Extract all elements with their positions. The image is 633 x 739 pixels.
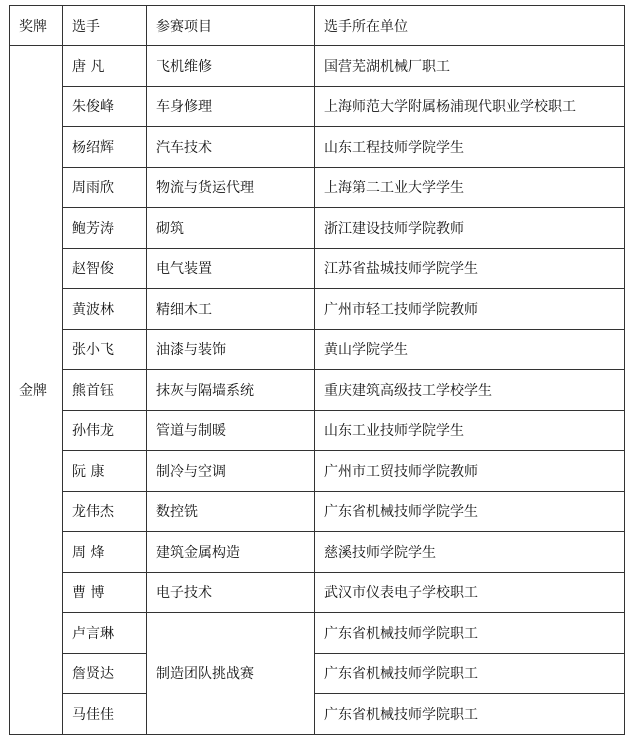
table-body bbox=[10, 46, 625, 735]
unit-cell: 广东省机械技师学院学生 bbox=[315, 491, 625, 532]
table-row bbox=[10, 572, 625, 613]
header-unit: 选手所在单位 bbox=[315, 6, 625, 46]
table-row bbox=[10, 329, 625, 370]
table-row bbox=[10, 46, 625, 87]
team-event-cell: 制造团队挑战赛 bbox=[147, 613, 315, 735]
event-cell: 精细木工 bbox=[147, 289, 315, 330]
header-athlete: 选手 bbox=[63, 6, 147, 46]
athlete-cell: 黄波林 bbox=[63, 289, 147, 330]
table-row bbox=[10, 370, 625, 411]
unit-cell: 江苏省盐城技师学院学生 bbox=[315, 248, 625, 289]
athlete-cell: 杨绍辉 bbox=[63, 127, 147, 168]
unit-cell: 广东省机械技师学院职工 bbox=[315, 653, 625, 694]
event-cell: 抹灰与隔墙系统 bbox=[147, 370, 315, 411]
unit-cell: 山东工业技师学院学生 bbox=[315, 410, 625, 451]
header-medal: 奖牌 bbox=[10, 6, 63, 46]
table-row bbox=[10, 653, 625, 694]
athlete-cell: 阮 康 bbox=[63, 451, 147, 492]
unit-cell: 武汉市仪表电子学校职工 bbox=[315, 572, 625, 613]
unit-cell: 浙江建设技师学院教师 bbox=[315, 208, 625, 249]
athlete-cell: 孙伟龙 bbox=[63, 410, 147, 451]
unit-cell: 广东省机械技师学院职工 bbox=[315, 694, 625, 735]
unit-cell: 黄山学院学生 bbox=[315, 329, 625, 370]
header-row bbox=[10, 6, 625, 46]
event-cell: 砌筑 bbox=[147, 208, 315, 249]
event-cell: 制冷与空调 bbox=[147, 451, 315, 492]
athlete-cell: 周 烽 bbox=[63, 532, 147, 573]
event-cell: 油漆与装饰 bbox=[147, 329, 315, 370]
unit-cell: 重庆建筑高级技工学校学生 bbox=[315, 370, 625, 411]
table-row bbox=[10, 410, 625, 451]
athlete-cell: 鲍芳涛 bbox=[63, 208, 147, 249]
athlete-cell: 马佳佳 bbox=[63, 694, 147, 735]
unit-cell: 上海第二工业大学学生 bbox=[315, 167, 625, 208]
event-cell: 电子技术 bbox=[147, 572, 315, 613]
athlete-cell: 龙伟杰 bbox=[63, 491, 147, 532]
event-cell: 车身修理 bbox=[147, 86, 315, 127]
unit-cell: 广东省机械技师学院职工 bbox=[315, 613, 625, 654]
event-cell: 数控铣 bbox=[147, 491, 315, 532]
event-cell: 电气装置 bbox=[147, 248, 315, 289]
athlete-cell: 詹贤达 bbox=[63, 653, 147, 694]
table-row bbox=[10, 694, 625, 735]
event-cell: 物流与货运代理 bbox=[147, 167, 315, 208]
table-row bbox=[10, 491, 625, 532]
table-row bbox=[10, 208, 625, 249]
table-row bbox=[10, 167, 625, 208]
table-row bbox=[10, 451, 625, 492]
athlete-cell: 曹 博 bbox=[63, 572, 147, 613]
athlete-cell: 张小飞 bbox=[63, 329, 147, 370]
unit-cell: 广州市轻工技师学院教师 bbox=[315, 289, 625, 330]
unit-cell: 慈溪技师学院学生 bbox=[315, 532, 625, 573]
header-event: 参赛项目 bbox=[147, 6, 315, 46]
athlete-cell: 卢言琳 bbox=[63, 613, 147, 654]
table-row bbox=[10, 613, 625, 654]
table-row bbox=[10, 127, 625, 168]
athlete-cell: 赵智俊 bbox=[63, 248, 147, 289]
athlete-cell: 周雨欣 bbox=[63, 167, 147, 208]
unit-cell: 山东工程技师学院学生 bbox=[315, 127, 625, 168]
gold-medal-table bbox=[9, 5, 625, 735]
event-cell: 建筑金属构造 bbox=[147, 532, 315, 573]
table-row bbox=[10, 289, 625, 330]
table-row bbox=[10, 532, 625, 573]
unit-cell: 上海师范大学附属杨浦现代职业学校职工 bbox=[315, 86, 625, 127]
unit-cell: 国营芜湖机械厂职工 bbox=[315, 46, 625, 87]
event-cell: 管道与制暖 bbox=[147, 410, 315, 451]
athlete-cell: 朱俊峰 bbox=[63, 86, 147, 127]
event-cell: 汽车技术 bbox=[147, 127, 315, 168]
table-row bbox=[10, 248, 625, 289]
athlete-cell: 熊首钰 bbox=[63, 370, 147, 411]
athlete-cell: 唐 凡 bbox=[63, 46, 147, 87]
unit-cell: 广州市工贸技师学院教师 bbox=[315, 451, 625, 492]
table-row bbox=[10, 86, 625, 127]
medal-cell: 金牌 bbox=[10, 46, 63, 735]
event-cell: 飞机维修 bbox=[147, 46, 315, 87]
